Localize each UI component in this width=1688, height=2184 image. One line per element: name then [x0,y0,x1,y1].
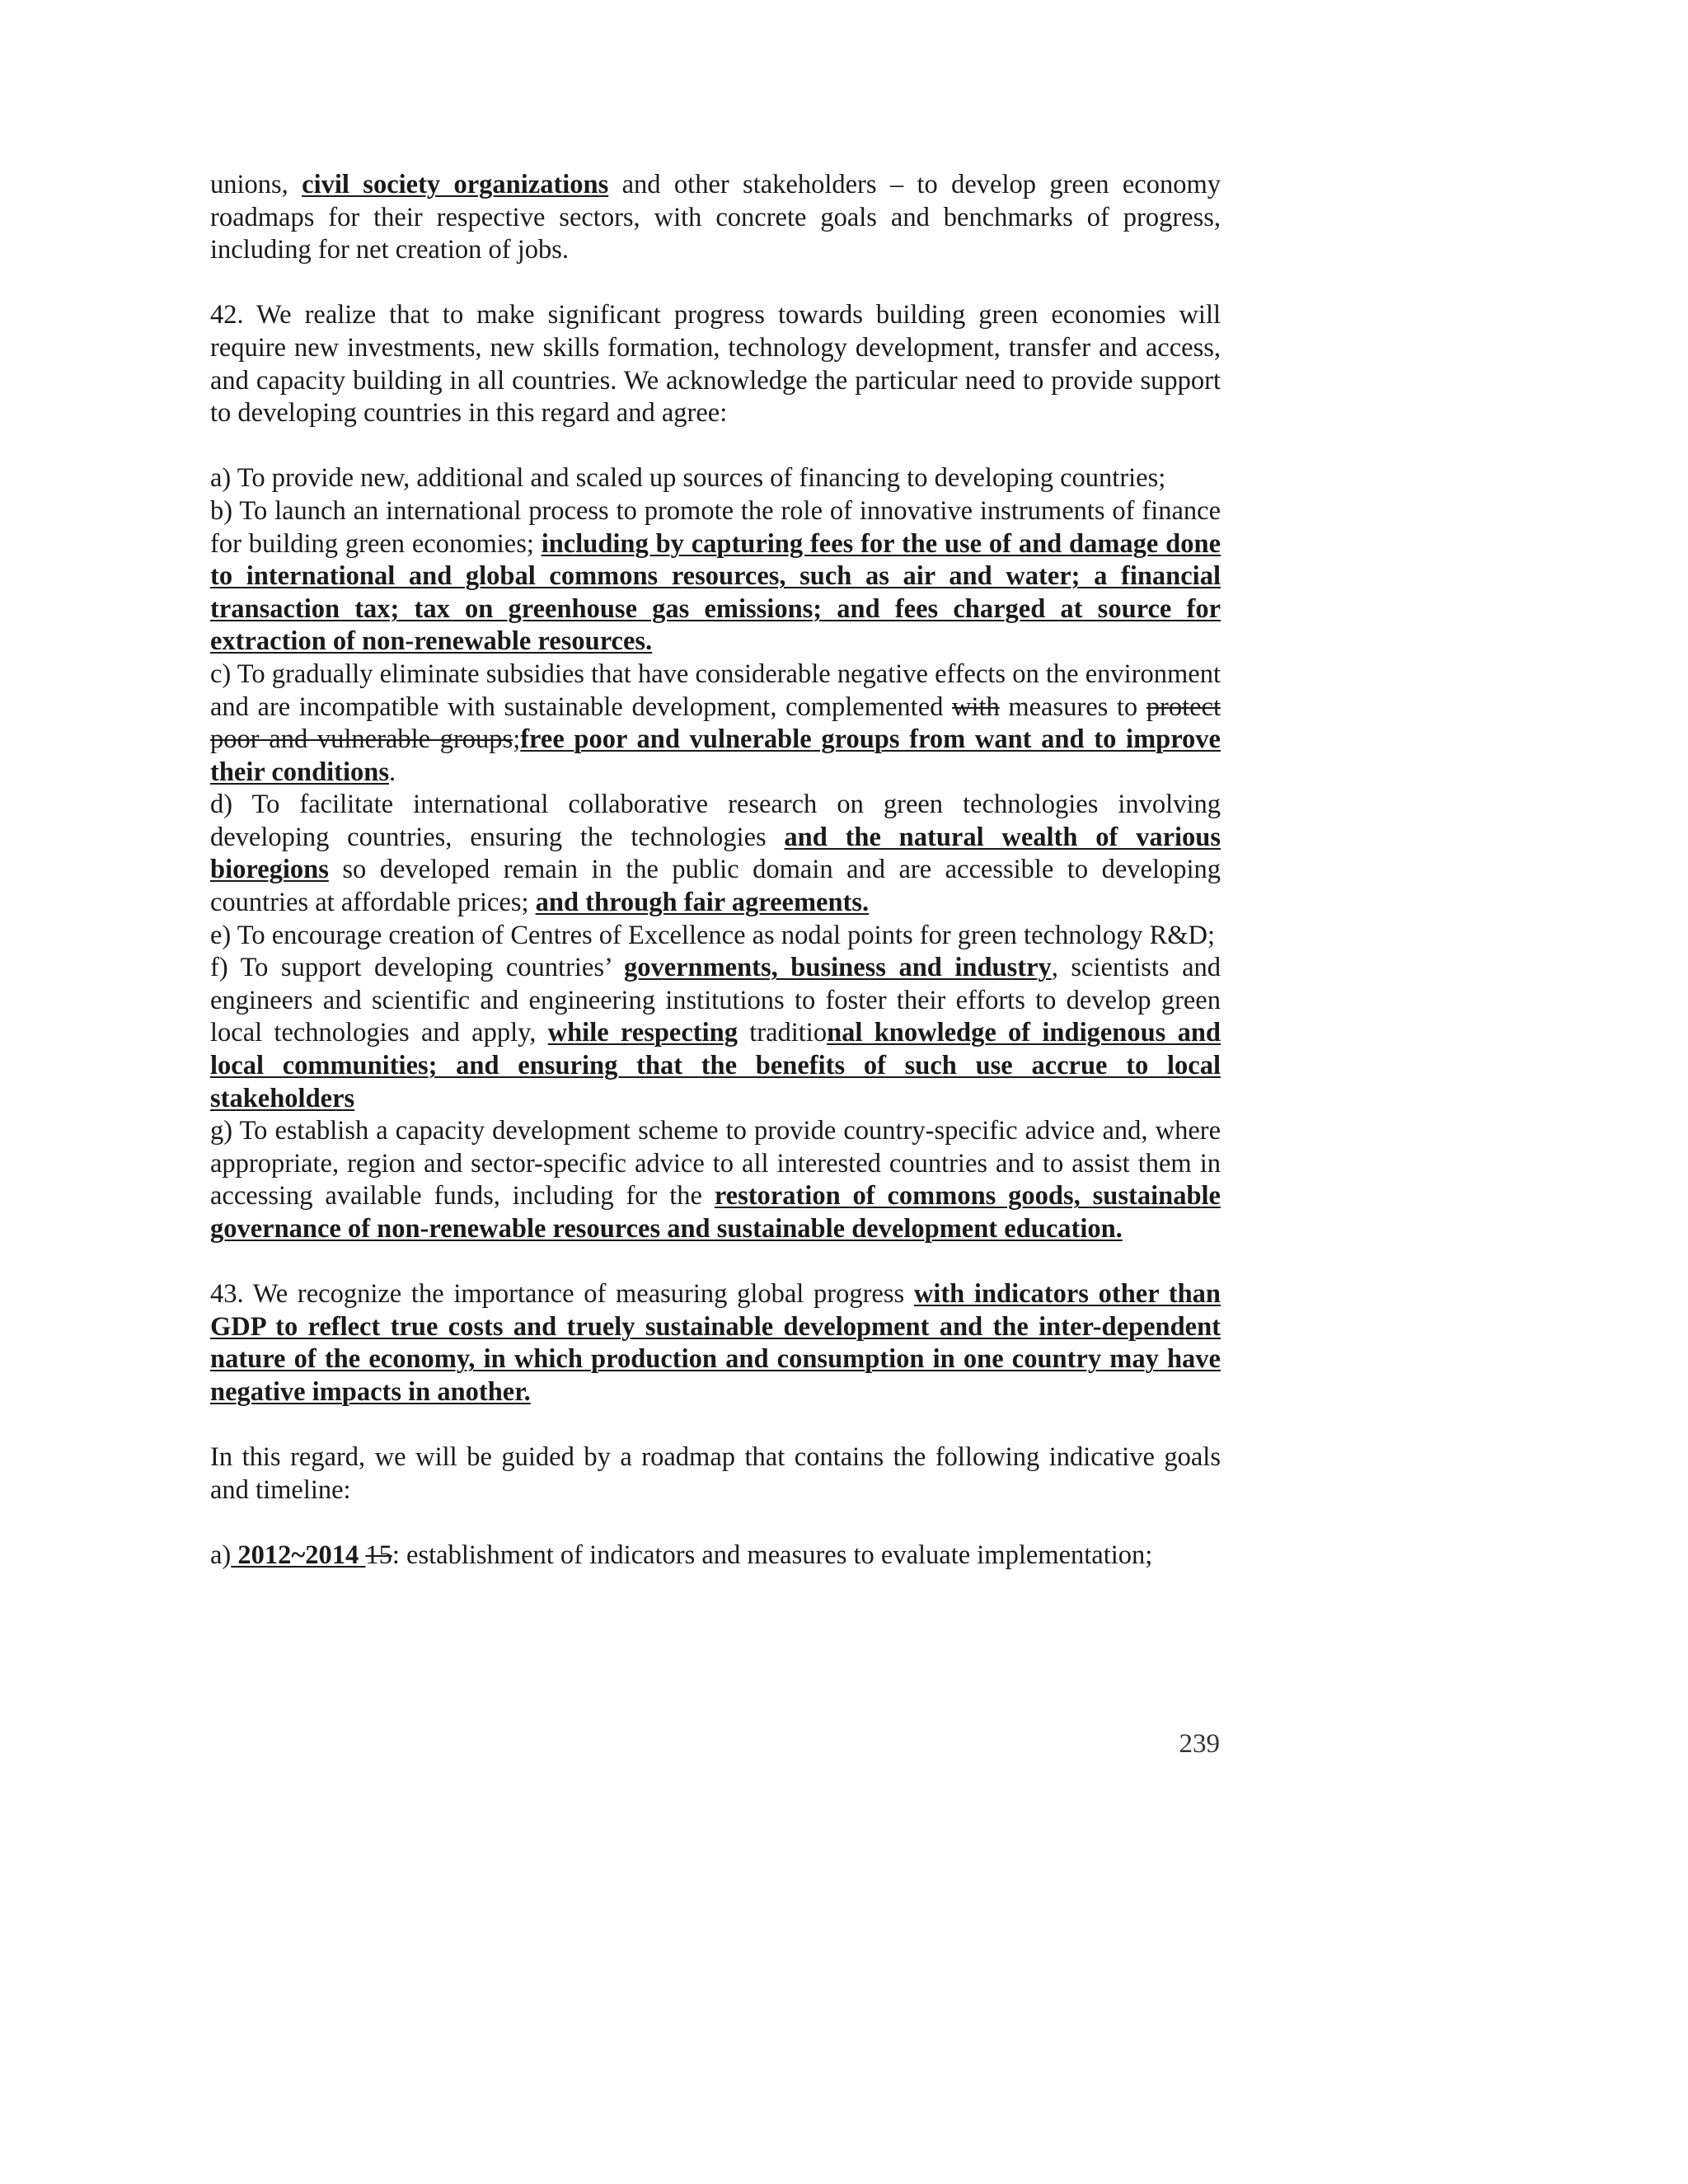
roadmap-intro: In this regard, we will be guided by a roadmap that contains the following indicative goals and timeline: [210,1442,1221,1505]
text-run: 43. We recognize the importance of measuring global progress [210,1279,914,1310]
text-run: c) To gradually eliminate subsidies that have considerable negative effects on the environment and are incompatible with sustainable development, complemented [210,658,1221,722]
deleted-text: with [951,691,1000,722]
text-run: , scientists and engineers and scientific and engineering institutions to foster their efforts to develop green local technologies and apply, [210,953,1221,1048]
document-page [210,169,1221,1572]
text-run: unions, [210,170,302,199]
paragraph-gap [210,267,1221,300]
inserted-text: with indicators other than GDP to reflect true costs and truely sustainable development and the inter-dependent nature of the economy, in which production and consumption in one country may have negative impacts in another. [210,1279,1221,1407]
text-run: : establishment of indicators and measures to evaluate implementation; [392,1540,1153,1570]
intro-paragraph [210,169,1221,267]
paragraph-gap [210,1246,1221,1279]
inserted-text: restoration of commons goods, sustainable governance of non-renewable resources and sustainable development education. [210,1181,1221,1244]
inserted-text: including by capturing fees for the use of and damage done to international and global commons resources, such as air and water; a financial transaction tax; tax on greenhouse gas emissions; and fees charged at source for extraction of non-renewable resources. [210,528,1221,657]
paragraph-gap [210,430,1221,463]
text-run: ; [513,724,521,755]
list-item-e: e) To encourage creation of Centres of Excellence as nodal points for green technology R&D; [210,920,1216,950]
paragraph-43 [210,1278,1221,1408]
paragraph-gap [210,1507,1221,1540]
inserted-text: free poor and vulnerable groups from want and to improve their conditions [210,724,1221,787]
list-item-a: a) To provide new, additional and scaled up sources of financing to developing countries; [210,463,1166,494]
text-run: . [389,757,396,787]
deleted-text: protect poor and vulnerable groups [210,691,1221,755]
inserted-text: 2012~2014 [231,1540,366,1570]
list-item-b [210,495,1221,658]
list-item-f [210,952,1221,1115]
roadmap-item-a [210,1540,1221,1572]
deleted-text: 15 [365,1540,392,1570]
list-item-d [210,789,1221,919]
inserted-text: while respecting [547,1018,738,1048]
text-run: and other stakeholders – to develop green economy roadmaps for their respective sectors, with concrete goals and benchmarks of progress, including for net creation of jobs. [210,170,1221,265]
list-item-g [210,1115,1221,1245]
text-run: so developed remain in the public domain and are accessible to developing countries at affordable prices; [210,855,1221,918]
text-run: g) To establish a capacity development scheme to provide country-specific advice and, where appropriate, region and sector-specific advice to all interested countries and to assist them in accessing available funds, including for the [210,1116,1221,1212]
text-run: d) To facilitate international collaborative research on green technologies involving developing countries, ensuring the technologies [210,790,1221,852]
paragraph-42: 42. We realize that to make significant progress towards building green economies will require new investments, new skills formation, technology development, transfer and access, and capacity building in all countries. We acknowledge the particular need to provide support to developing countries in this regard and agree: [210,300,1221,429]
text-run: f) To support developing countries’ [210,953,624,983]
inserted-text: civil society organizations [302,170,609,199]
paragraph-gap [210,1409,1221,1442]
inserted-text: and the natural wealth of various bioregions [210,822,1221,885]
page-number: 239 [1179,1729,1220,1759]
list-item-c [210,658,1221,789]
text-run: measures to [999,691,1146,722]
text-run: a) [210,1540,232,1570]
text-run: traditio [737,1018,828,1048]
inserted-text: and through fair agreements. [535,888,870,918]
inserted-text: nal knowledge of indigenous and local communities; and ensuring that the benefits of such use accrue to local stakeholders [210,1018,1221,1113]
text-run: b) To launch an international process to promote the role of innovative instruments of finance for building green economies; [210,495,1221,559]
inserted-text: governments, business and industry [623,953,1052,983]
